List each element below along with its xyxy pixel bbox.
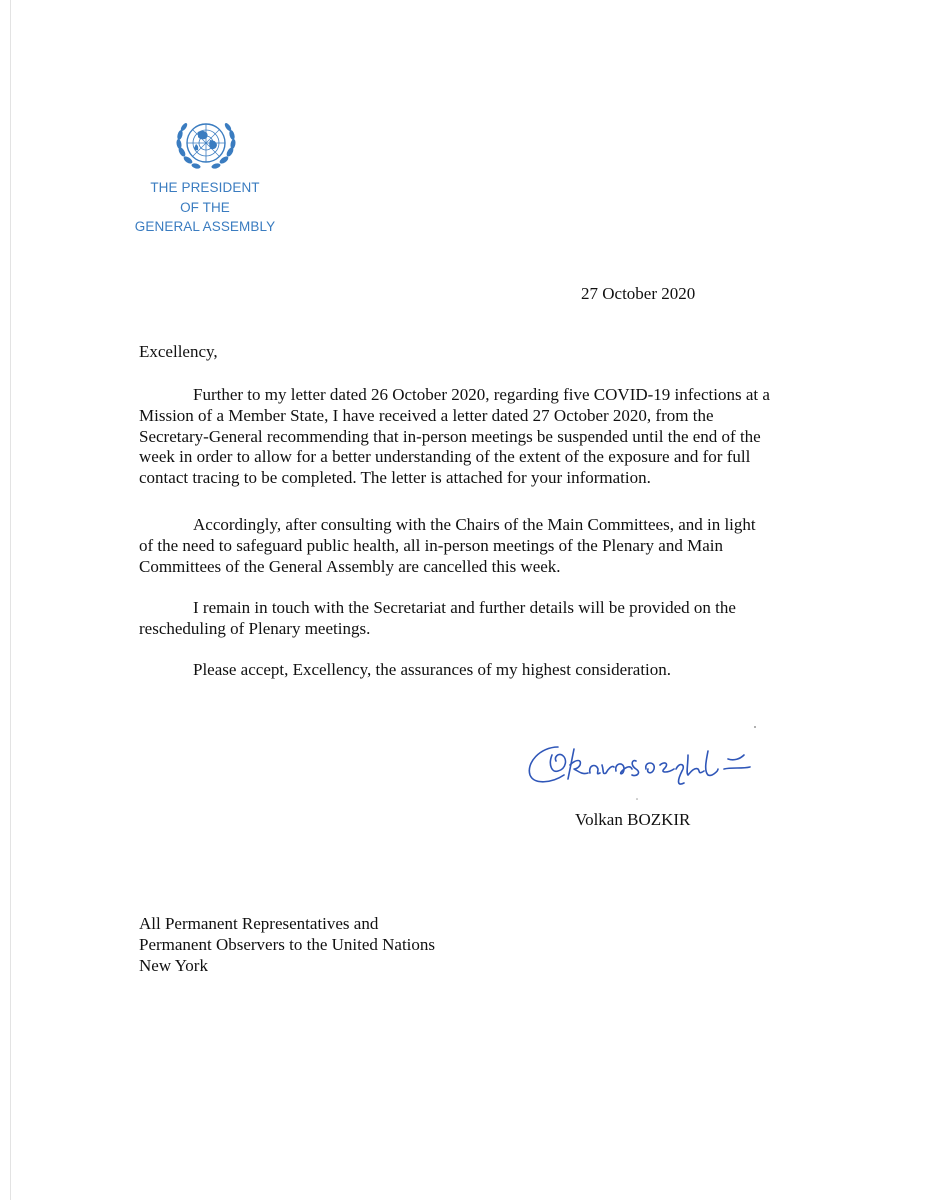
paragraph-line: week in order to allow for a better understanding of the extent of the exposure and for full: [139, 447, 751, 467]
addressee-block: [139, 914, 435, 976]
addressee-line: All Permanent Representatives and: [139, 914, 379, 933]
salutation: Excellency,: [139, 342, 218, 361]
un-emblem-icon: [170, 110, 242, 182]
page-edge-divider: [10, 0, 11, 1200]
letterhead-title: [120, 178, 290, 237]
paragraph-line: of the need to safeguard public health, all in-person meetings of the Plenary and Main: [139, 535, 723, 555]
body-paragraph: [139, 598, 829, 640]
body-paragraph: [139, 385, 829, 489]
signatory-name: Volkan BOZKIR: [575, 810, 691, 829]
paragraph-line: Committees of the General Assembly are cancelled this week.: [139, 556, 561, 576]
closing-paragraph: [139, 660, 829, 681]
paragraph-line: rescheduling of Plenary meetings.: [139, 618, 371, 638]
addressee-line: Permanent Observers to the United Nations: [139, 934, 436, 954]
paragraph-line: I remain in touch with the Secretariat and further details will be provided on the: [193, 598, 736, 617]
paragraph-line: Further to my letter dated 26 October 2020, regarding five COVID-19 infections at a: [193, 385, 770, 404]
letterhead-line: GENERAL ASSEMBLY: [134, 219, 276, 234]
letter-date: 27 October 2020: [581, 284, 696, 303]
paragraph-line: Mission of a Member State, I have received a letter dated 27 October 2020, from the: [139, 405, 714, 425]
paragraph-line: Secretary-General recommending that in-person meetings be suspended until the end of the: [139, 426, 761, 446]
handwritten-signature-icon: [518, 725, 768, 803]
letterhead-line: OF THE: [180, 199, 230, 215]
body-paragraph: [139, 515, 829, 577]
addressee-line: New York: [139, 955, 208, 975]
paragraph-line: Please accept, Excellency, the assurances of my highest consideration.: [193, 660, 672, 679]
paragraph-line: Accordingly, after consulting with the Chairs of the Main Committees, and in light: [193, 515, 756, 534]
letterhead-line: THE PRESIDENT: [150, 180, 260, 195]
paragraph-line: contact tracing to be completed. The letter is attached for your information.: [139, 468, 651, 488]
